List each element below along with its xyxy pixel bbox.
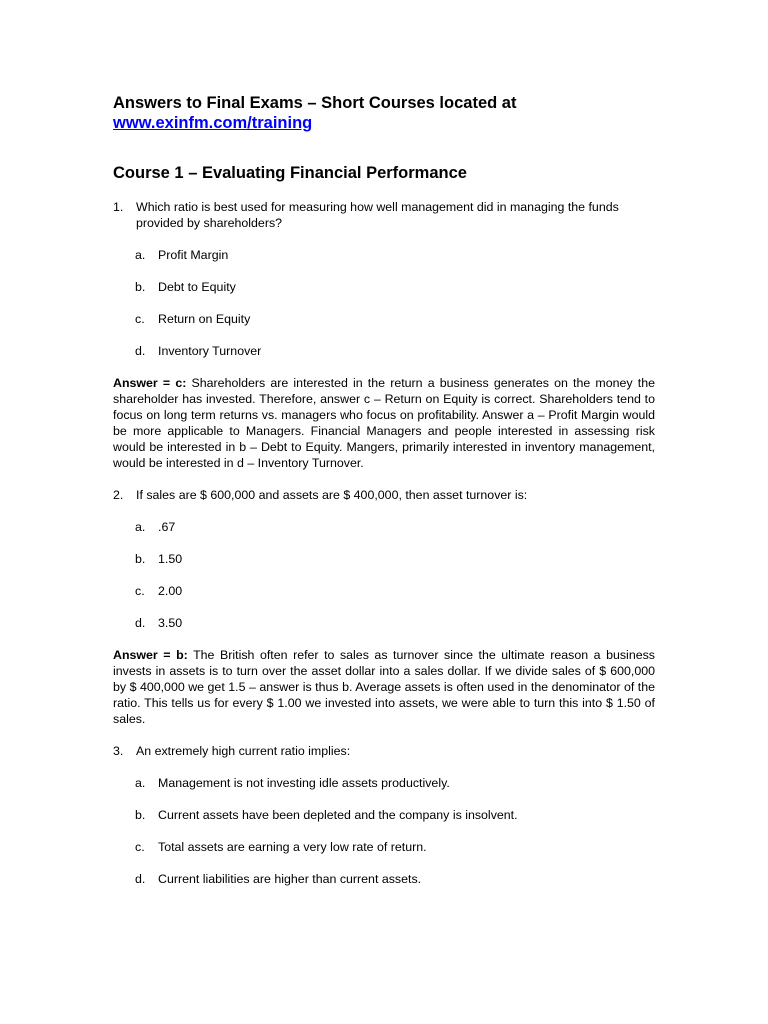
option-letter: d. — [135, 616, 146, 630]
option-letter: a. — [135, 248, 146, 262]
question-number: 2. — [113, 488, 124, 502]
option-text: Current liabilities are higher than current assets. — [158, 872, 422, 886]
question-block-3 — [113, 743, 655, 887]
question-text — [113, 487, 655, 503]
option-item — [113, 615, 655, 631]
question-number: 3. — [113, 744, 124, 758]
option-letter: b. — [135, 280, 146, 294]
option-item — [113, 583, 655, 599]
option-list — [113, 775, 655, 887]
question-block-1 — [113, 199, 655, 471]
option-text: 2.00 — [158, 584, 183, 598]
question-text — [113, 199, 655, 231]
option-text: 3.50 — [158, 616, 183, 630]
answer-label: Answer = b: — [113, 648, 188, 662]
option-text: Debt to Equity — [158, 280, 236, 294]
option-item — [113, 311, 655, 327]
option-item — [113, 807, 655, 823]
option-letter: c. — [135, 584, 145, 598]
option-list — [113, 247, 655, 359]
option-text: Profit Margin — [158, 248, 229, 262]
option-item — [113, 839, 655, 855]
option-letter: a. — [135, 520, 146, 534]
option-letter: b. — [135, 552, 146, 566]
option-item — [113, 871, 655, 887]
option-text: Current assets have been depleted and the company is insolvent. — [158, 808, 518, 822]
option-item — [113, 551, 655, 567]
question-prompt: Which ratio is best used for measuring how well management did in managing the funds provided by shareholders? — [136, 200, 619, 230]
option-text: 1.50 — [158, 552, 183, 566]
option-letter: c. — [135, 312, 145, 326]
answer-explanation: The British often refer to sales as turnover since the ultimate reason a business invests in assets is to turn over the asset dollar into a sales dollar. If we divide sales of $ 600,000 by $ 400,000 we get 1.5 – answer is thus b. Average assets is often used in the denominator of the ratio. This tells us for every $ 1.00 we invested into assets, we were able to turn this into $ 1.50 of sales. — [113, 648, 655, 726]
option-letter: a. — [135, 776, 146, 790]
option-item — [113, 247, 655, 263]
option-letter: c. — [135, 840, 145, 854]
answer-paragraph — [113, 647, 655, 727]
answer-paragraph — [113, 375, 655, 471]
option-letter: d. — [135, 872, 146, 886]
document-page — [113, 93, 655, 887]
option-letter: d. — [135, 344, 146, 358]
option-item — [113, 343, 655, 359]
question-number: 1. — [113, 200, 124, 214]
option-text: Return on Equity — [158, 312, 251, 326]
question-text — [113, 743, 655, 759]
answer-label: Answer = c: — [113, 376, 187, 390]
training-link[interactable]: www.exinfm.com/training — [113, 114, 313, 132]
option-text: Inventory Turnover — [158, 344, 262, 358]
option-item — [113, 775, 655, 791]
answer-explanation: Shareholders are interested in the return a business generates on the money the shareholder has invested. Therefore, answer c – Return on Equity is correct. Shareholders tend to focus on long term returns vs. managers who focus on profitability. Answer a – Profit Margin would be more applicable to Managers. Financial Managers and people interested in assessing risk would be interested in b – Debt to Equity. Mangers, primarily interested in inventory management, would be interested in d – Inventory Turnover. — [113, 376, 656, 470]
question-block-2 — [113, 487, 655, 727]
option-letter: b. — [135, 808, 146, 822]
question-prompt: An extremely high current ratio implies: — [136, 744, 351, 758]
option-text: .67 — [158, 520, 176, 534]
option-item — [113, 519, 655, 535]
option-list — [113, 519, 655, 631]
option-text: Total assets are earning a very low rate of return. — [158, 840, 427, 854]
document-title: Answers to Final Exams – Short Courses located at — [113, 94, 517, 112]
option-item — [113, 279, 655, 295]
option-text: Management is not investing idle assets productively. — [158, 776, 450, 790]
course-title: Course 1 – Evaluating Financial Performance — [113, 164, 467, 182]
question-prompt: If sales are $ 600,000 and assets are $ 400,000, then asset turnover is: — [136, 488, 528, 502]
